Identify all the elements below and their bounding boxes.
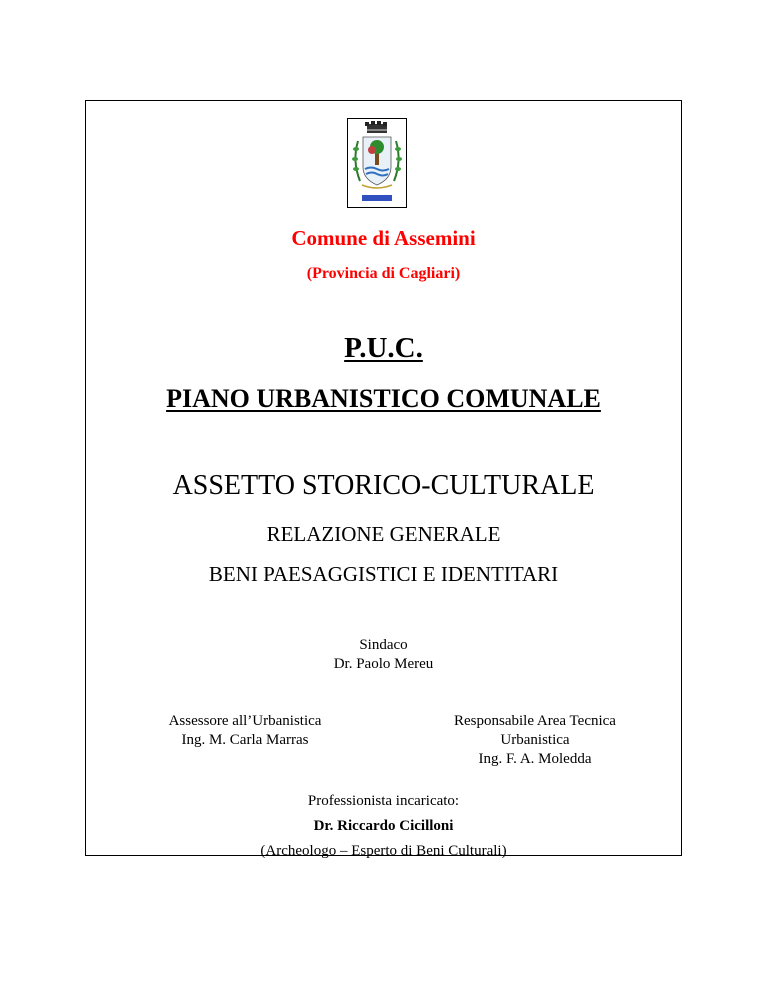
municipality-name: Comune di Assemini — [291, 226, 476, 250]
province-name: (Provincia di Cagliari) — [306, 265, 461, 282]
responsabile-block — [405, 712, 665, 769]
subject-line-2: BENI PAESAGGISTICI E IDENTITARI — [208, 562, 559, 586]
professional-label: Professionista incaricato: — [307, 793, 460, 809]
responsabile-name: Ing. F. A. Moledda — [478, 751, 592, 767]
responsabile-title: Responsabile Area Tecnica — [454, 713, 616, 729]
mayor-name: Dr. Paolo Mereu — [333, 656, 434, 672]
professional-role: (Archeologo – Esperto di Beni Culturali) — [260, 843, 507, 859]
document-title: PIANO URBANISTICO COMUNALE — [166, 384, 601, 413]
mayor-title: Sindaco — [359, 637, 408, 653]
responsabile-dept: Urbanistica — [500, 732, 570, 748]
professional-name: Dr. Riccardo Cicilloni — [313, 818, 454, 834]
municipal-coat-of-arms-icon — [347, 118, 407, 208]
assessore-name: Ing. M. Carla Marras — [181, 732, 309, 748]
subject-line-1: RELAZIONE GENERALE — [266, 522, 501, 546]
assessore-title: Assessore all’Urbanistica — [168, 713, 322, 729]
assessore-block — [130, 712, 360, 750]
subject-title: ASSETTO STORICO-CULTURALE — [172, 470, 595, 501]
document-acronym: P.U.C. — [344, 332, 423, 364]
